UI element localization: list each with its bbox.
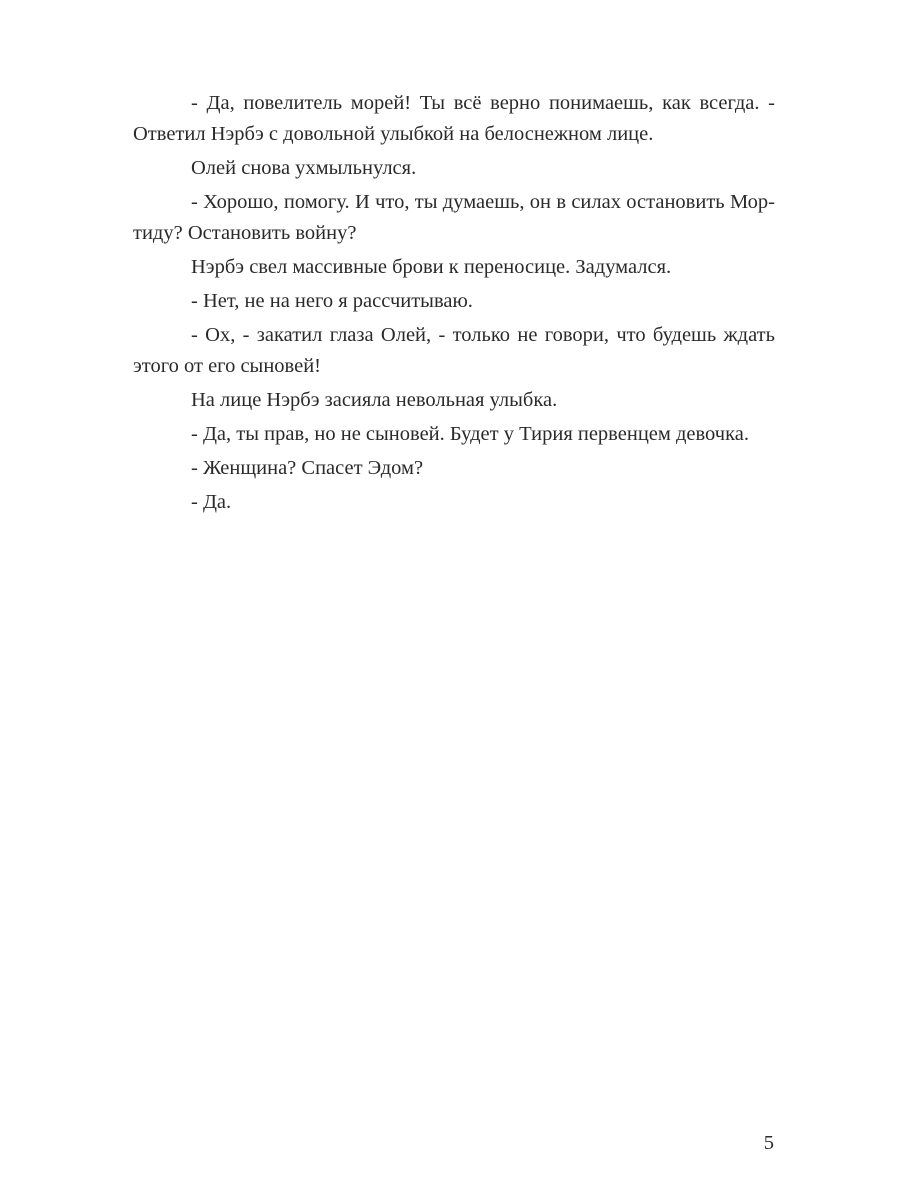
paragraph-10: - Да.: [191, 491, 232, 513]
paragraph-4: Нэрбэ свел массивные брови к переносице. Задумался.: [191, 256, 672, 278]
paragraph-2: Олей снова ухмыльнулся.: [191, 157, 417, 179]
paragraph-5: - Нет, не на него я рассчитываю.: [191, 290, 473, 312]
body-text: [133, 88, 775, 518]
paragraph-9: - Женщина? Спасет Эдом?: [191, 457, 424, 479]
paragraph-8: - Да, ты прав, но не сыновей. Будет у Тирия первенцем девочка.: [191, 423, 749, 445]
paragraph-7: На лице Нэрбэ засияла невольная улыбка.: [191, 389, 558, 411]
page-number: 5: [763, 1132, 774, 1154]
paragraph-1: - Да, повелитель морей! Ты всё верно понимаешь, как всегда. - Ответил Нэрбэ с довольной улыбкой на белоснежном лице.: [133, 92, 775, 145]
paragraph-3: - Хорошо, помогу. И что, ты думаешь, он в силах остановить Мортиду? Остановить войну?: [133, 191, 775, 244]
paragraph-6: - Ох, - закатил глаза Олей, - только не говори, что будешь ждать этого от его сыновей!: [133, 324, 775, 377]
